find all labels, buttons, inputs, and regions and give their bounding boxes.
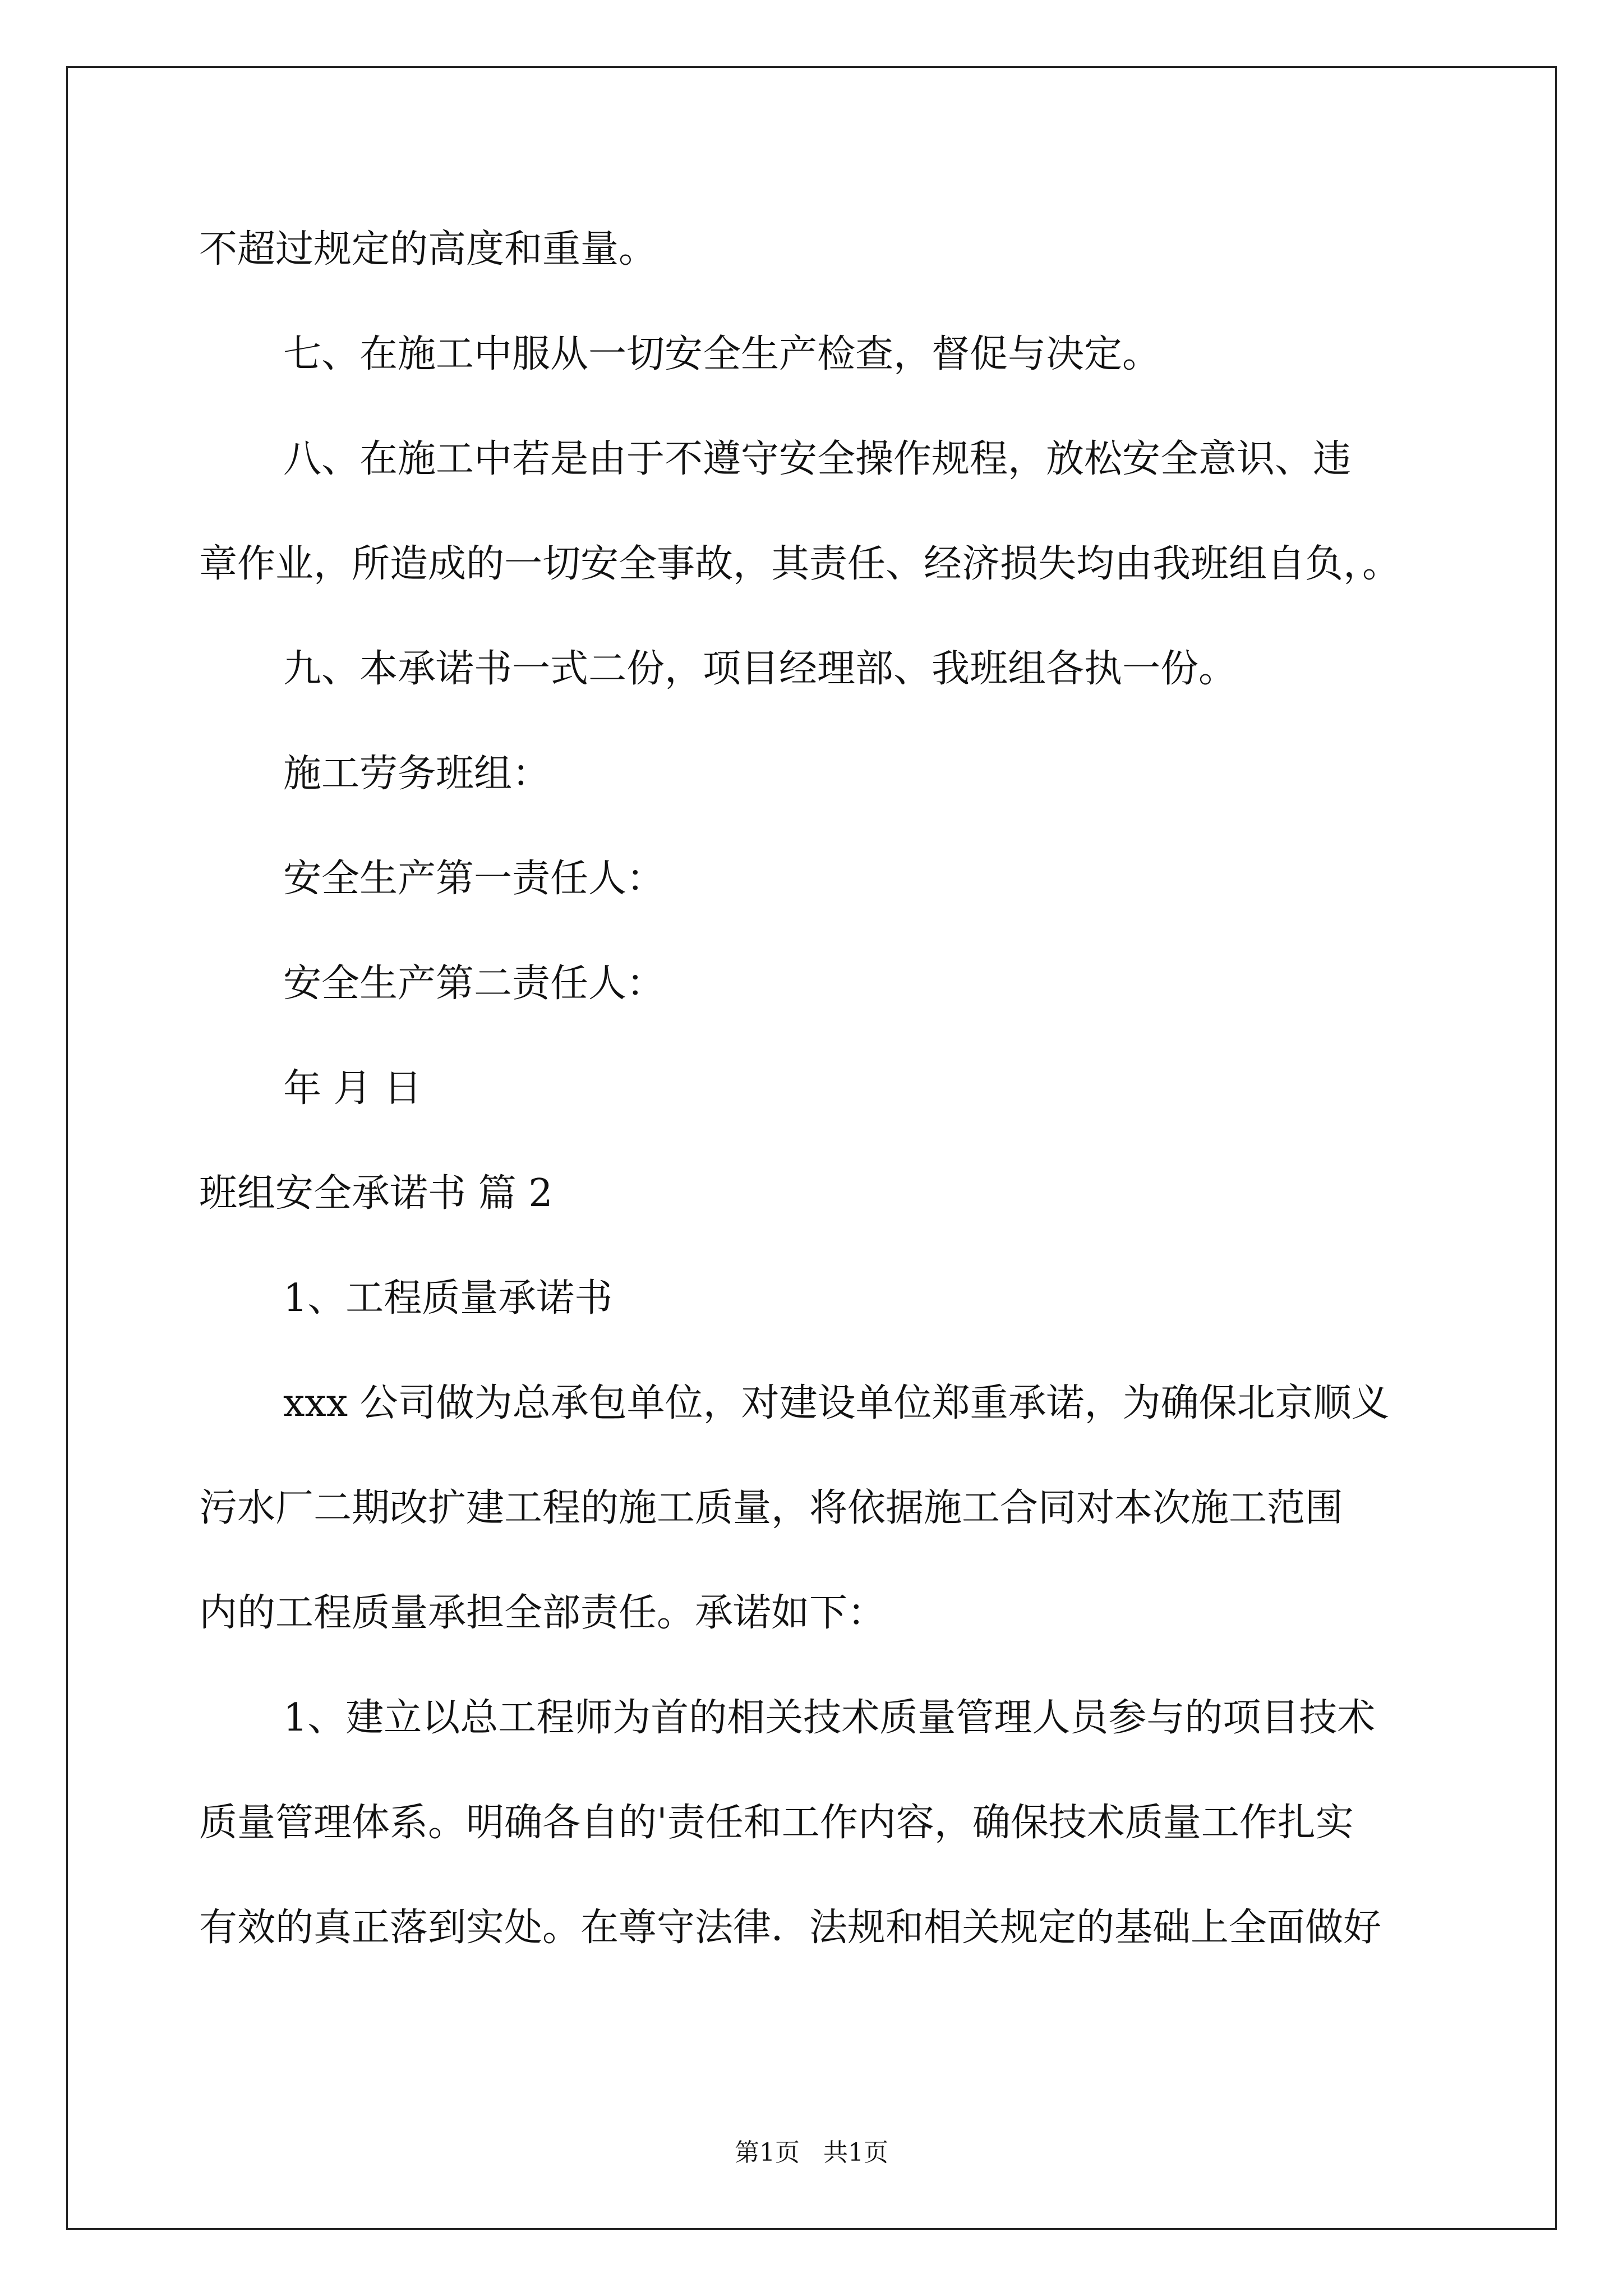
text-line: 质量管理体系。明确各自的'责任和工作内容，确保技术质量工作扎实 (199, 1801, 1354, 1845)
text-line: xxx 公司做为总承包单位，对建设单位郑重承诺，为确保北京顺义 (283, 1381, 1390, 1425)
text-line: 安全生产第二责任人： (283, 961, 665, 1006)
text-line: 有效的真正落到实处。在尊守法律．法规和相关规定的基础上全面做好 (199, 1906, 1382, 1950)
text-line: 1、建立以总工程师为首的相关技术质量管理人员参与的项目技术 (283, 1696, 1376, 1740)
text-line: 年 月 日 (283, 1066, 422, 1111)
text-line: 1、工程质量承诺书 (283, 1276, 613, 1320)
text-line: 不超过规定的高度和重量。 (199, 227, 657, 272)
text-line: 八、在施工中若是由于不遵守安全操作规程，放松安全意识、违 (283, 437, 1352, 481)
text-line: 九、本承诺书一式二份，项目经理部、我班组各执一份。 (283, 647, 1237, 691)
section-heading: 班组安全承诺书 篇 2 (199, 1171, 553, 1216)
page-footer: 第1页 共1页 (735, 2138, 888, 2167)
text-line: 施工劳务班组： (283, 752, 551, 796)
text-line: 安全生产第一责任人： (283, 857, 665, 901)
text-line: 章作业，所造成的一切安全事故，其责任、经济损失均由我班组自负，。 (199, 542, 1401, 586)
text-line: 污水厂二期改扩建工程的施工质量，将依据施工合同对本次施工范围 (199, 1486, 1344, 1530)
text-line: 七、在施工中服从一切安全生产检查，督促与决定。 (283, 332, 1161, 376)
text-line: 内的工程质量承担全部责任。承诺如下： (199, 1591, 886, 1635)
